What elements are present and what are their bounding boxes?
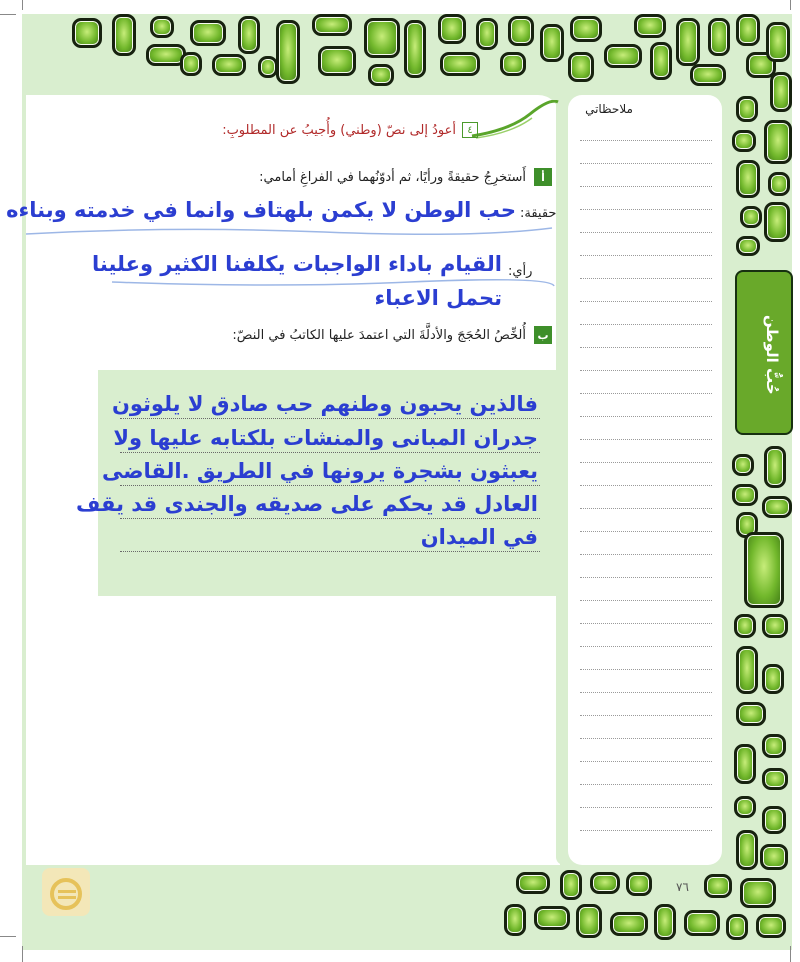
crop-mark [790, 946, 791, 962]
opinion-answer-line-1[interactable]: القيام باداء الواجبات يكلفنا الكثير وعلينا [92, 252, 502, 276]
answer-line [120, 485, 540, 486]
answer-line [120, 551, 540, 552]
opinion-label: رأي: [508, 264, 533, 279]
publisher-logo-icon [40, 866, 92, 918]
opinion-underline [110, 276, 556, 292]
summary-answer-line-3[interactable]: يعبثون بشجرة يرونها في الطريق .القاضى [101, 459, 538, 483]
part-a-prompt-row [222, 168, 552, 186]
page-number: ٧٦ [676, 880, 689, 894]
crop-mark [22, 0, 23, 10]
fact-underline [24, 222, 554, 238]
crop-mark [0, 14, 16, 15]
fact-label: حقيقة: [520, 206, 557, 221]
question-title: أعودُ إلى نصّ (وطني) وأُجيبُ عن المطلوبِ: [222, 122, 456, 138]
question-number: ٤ [462, 122, 478, 138]
notes-title: ملاحظاتي [585, 102, 633, 116]
crop-mark [790, 0, 791, 10]
question-header [200, 118, 478, 142]
part-b-prompt: أُلخِّصُ الحُجَجَ والأدلَّةَ التي اعتمدَ عليها الكاتبُ في النصّ: [232, 327, 526, 343]
notes-card [568, 95, 722, 865]
swoosh-decoration [470, 100, 560, 140]
answer-line [120, 452, 540, 453]
answer-line [120, 418, 540, 419]
part-a-prompt: أَستخرِجُ حقيقةً ورأيًا، ثم أدوّنُهما في الفراغِ أمامي: [259, 169, 526, 185]
answer-line [120, 518, 540, 519]
part-b-prompt-row [200, 326, 552, 344]
fact-answer[interactable]: حب الوطن لا يكمن بلهتاف وانما في خدمته وبناءه [6, 198, 516, 222]
opinion-answer-line-2[interactable]: تحمل الاعباء [374, 286, 502, 310]
summary-answer-line-4[interactable]: العادل قد يحكم على صديقه والجندى قد يقف [75, 492, 538, 516]
summary-answer-line-2[interactable]: جدران المبانى والمنشات بلكتابه عليها ولا [113, 426, 538, 450]
chapter-side-tab-title: حُبُّ الوطن [763, 315, 781, 395]
crop-mark [22, 946, 23, 962]
crop-mark [0, 936, 16, 937]
part-a-badge: أ [534, 168, 552, 186]
part-b-badge: ب [534, 326, 552, 344]
summary-answer-line-1[interactable]: فالذين يحبون وطنهم حب صادق لا يلوثون [111, 392, 538, 416]
summary-answer-line-5[interactable]: في الميدان [420, 525, 538, 549]
